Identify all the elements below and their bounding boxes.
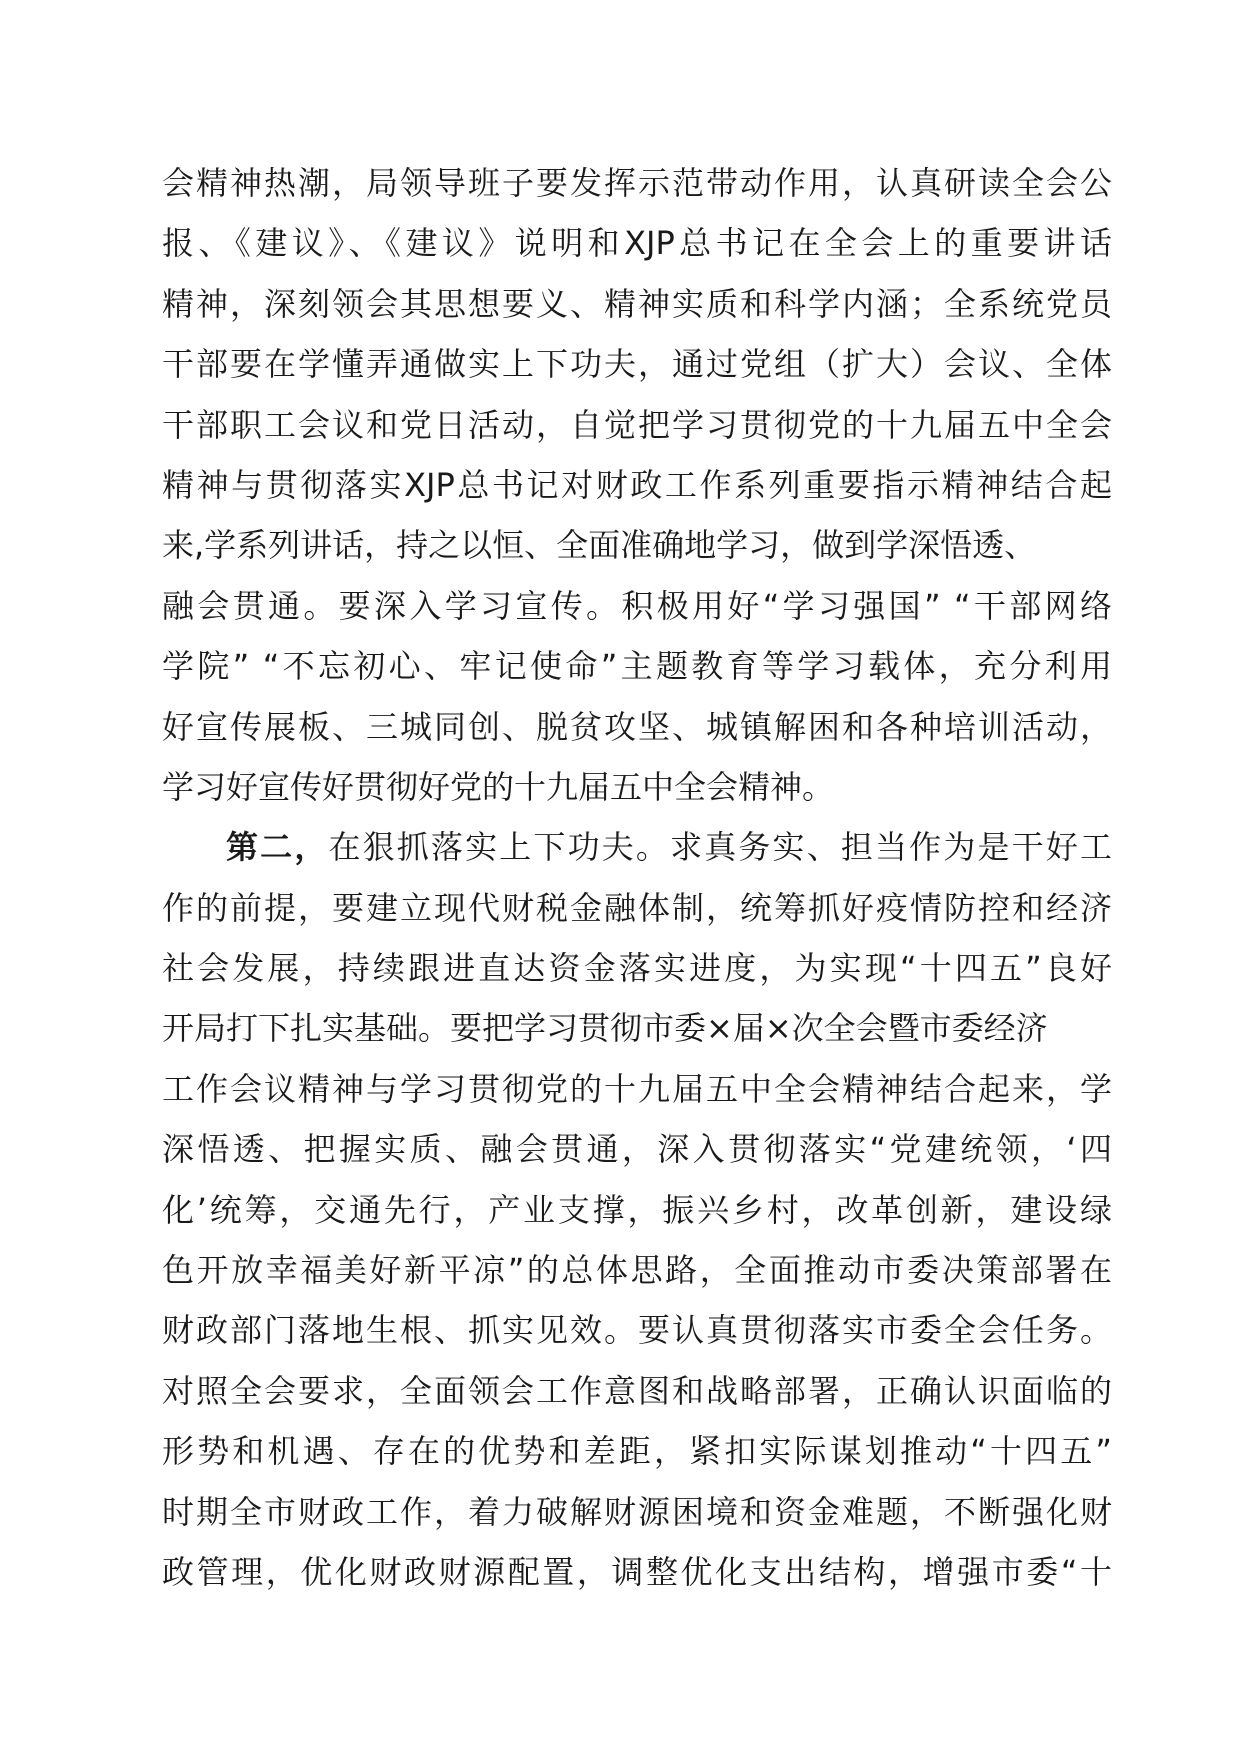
text-line: 报、《建议》、《建议》说明和XJP总书记在全会上的重要讲话 xyxy=(162,224,1112,263)
text-line: 融会贯通。要深入学习宣传。积极用好“学习强国” “干部网络 xyxy=(162,586,1112,625)
paragraph-1 xyxy=(162,153,1112,817)
document-body xyxy=(162,153,1112,1602)
text-line: 精神与贯彻落实XJP总书记对财政工作系列重要指示精神结合起 xyxy=(162,465,1112,504)
text-line: 学习好宣传好贯彻好党的十九届五中全会精神。 xyxy=(162,767,835,806)
text-line: 财政部门落地生根、抓实见效。要认真贯彻落实市委全会任务。 xyxy=(162,1311,1112,1350)
text-line: 干部职工会议和党日活动，自觉把学习贯彻党的十九届五中全会 xyxy=(162,405,1112,444)
text-span: 在狠抓落实上下功夫。求真务实、担当作为是干好工 xyxy=(328,828,1112,867)
text-line: 时期全市财政工作，着力破解财源困境和资金难题，不断强化财 xyxy=(162,1492,1112,1531)
text-line: 作的前提，要建立现代财税金融体制，统筹抓好疫情防控和经济 xyxy=(162,888,1112,927)
text-line: 形势和机遇、存在的优势和差距，紧扣实际谋划推动“十四五” xyxy=(162,1432,1112,1471)
text-line: 工作会议精神与学习贯彻党的十九届五中全会精神结合起来，学 xyxy=(162,1069,1112,1108)
text-line: 化’统筹，交通先行，产业支撑，振兴乡村，改革创新，建设绿 xyxy=(162,1190,1112,1229)
paragraph-lead: 第二， xyxy=(226,828,329,867)
text-line: 对照全会要求，全面领会工作意图和战略部署，正确认识面临的 xyxy=(162,1371,1112,1410)
text-line: 色开放幸福美好新平凉”的总体思路，全面推动市委决策部署在 xyxy=(162,1251,1112,1290)
text-line: 好宣传展板、三城同创、脱贫攻坚、城镇解困和各种培训活动， xyxy=(162,707,1112,746)
text-line: 干部要在学懂弄通做实上下功夫，通过党组（扩大）会议、全体 xyxy=(162,345,1112,384)
text-line: 深悟透、把握实质、融会贯通，深入贯彻落实“党建统领，‘四 xyxy=(162,1130,1112,1169)
text-line: 精神，深刻领会其思想要义、精神实质和科学内涵；全系统党员 xyxy=(162,284,1112,323)
text-line: 政管理，优化财政财源配置，调整优化支出结构，增强市委“十 xyxy=(162,1552,1112,1591)
text-line: 会精神热潮，局领导班子要发挥示范带动作用，认真研读全会公 xyxy=(162,164,1112,202)
text-line: 开局打下扎实基础。要把学习贯彻市委×届×次全会暨市委经济 xyxy=(162,1009,1048,1048)
paragraph-2 xyxy=(162,817,1112,1602)
paragraph-2-first-line xyxy=(162,817,1112,877)
text-line: 来,学系列讲话，持之以恒、全面准确地学习，做到学深悟透、 xyxy=(162,526,1037,565)
text-line: 社会发展，持续跟进直达资金落实进度，为实现“十四五”良好 xyxy=(162,949,1112,988)
text-line: 学院” “不忘初心、牢记使命”主题教育等学习载体，充分利用 xyxy=(162,647,1112,686)
